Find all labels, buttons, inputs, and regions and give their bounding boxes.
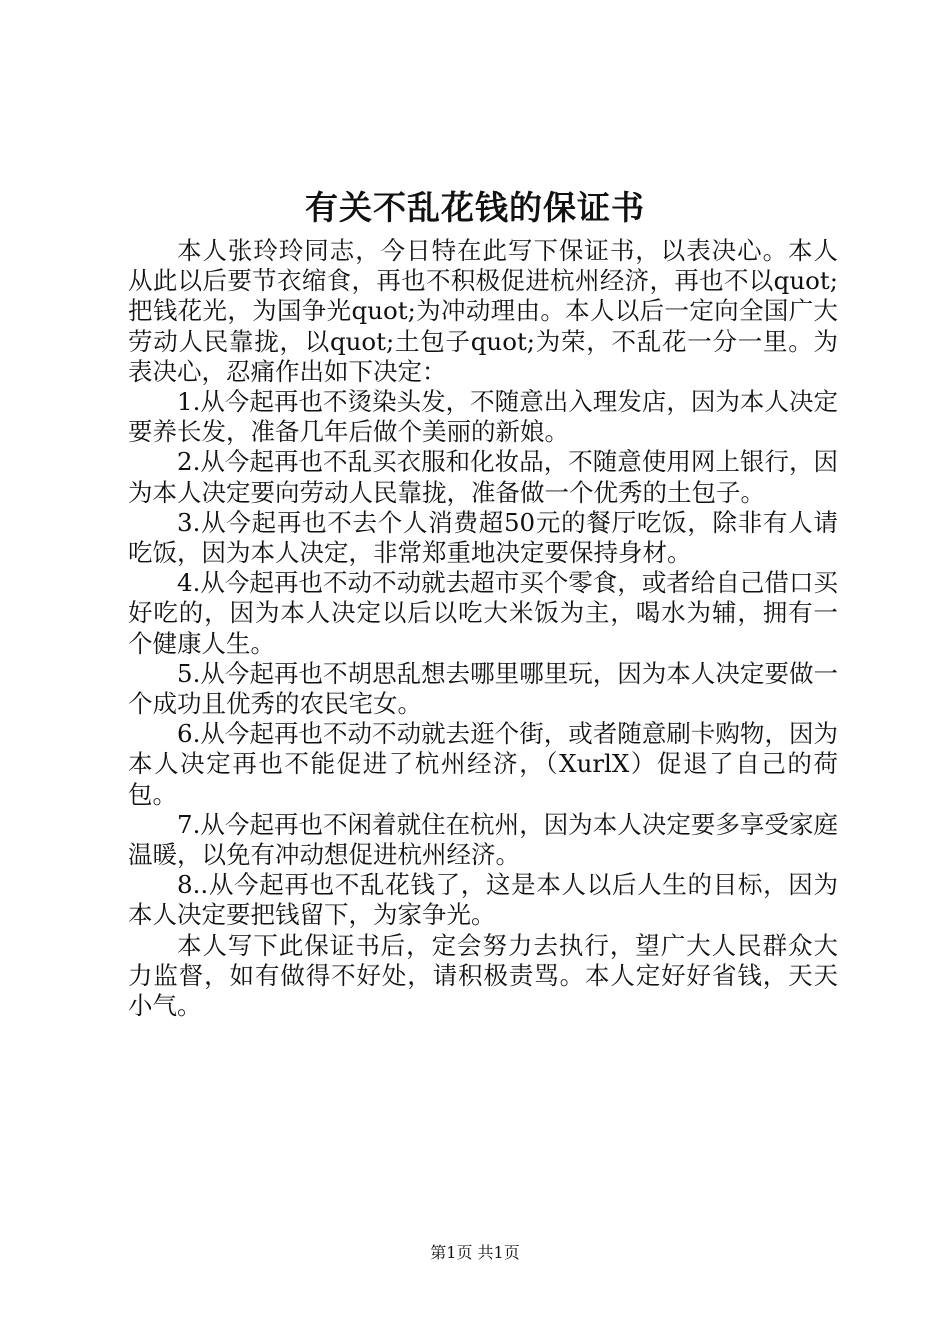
- pledge-item-1: 1.从今起再也不烫染头发，不随意出入理发店，因为本人决定要养长发，准备几年后做个美丽的新娘。: [128, 387, 838, 447]
- page-footer: 第1页 共1页: [430, 1243, 520, 1262]
- pledge-item-7: 7.从今起再也不闲着就住在杭州，因为本人决定要多享受家庭温暖，以免有冲动想促进杭州经济。: [128, 809, 838, 870]
- pledge-item-5: 5.从今起再也不胡思乱想去哪里哪里玩，因为本人决定要做一个成功且优秀的农民宅女。: [128, 658, 838, 719]
- pledge-item-4: 4.从今起再也不动不动就去超市买个零食，或者给自己借口买好吃的，因为本人决定以后以吃大米饭为主，喝水为辅，拥有一个健康人生。: [128, 568, 838, 658]
- closing-paragraph: 本人写下此保证书后，定会努力去执行，望广大人民群众大力监督，如有做得不好处，请积极责骂。本人定好好省钱，天天小气。: [128, 930, 838, 1021]
- pledge-item-6: 6.从今起再也不动不动就去逛个街，或者随意刷卡购物，因为本人决定再也不能促进了杭州经济，（XurlX）促退了自己的荷包。: [128, 719, 838, 809]
- document-body: [128, 236, 838, 1021]
- intro-paragraph: 本人张玲玲同志，今日特在此写下保证书，以表决心。本人从此以后要节衣缩食，再也不积极促进杭州经济，再也不以quot;把钱花光，为国争光quot;为冲动理由。本人以后一定向全国广大劳动人民靠拢，以quot;土包子quot;为荣，不乱花一分一里。为表决心，忍痛作出如下决定：: [128, 236, 838, 386]
- pledge-item-3: 3.从今起再也不去个人消费超50元的餐厅吃饭，除非有人请吃饭，因为本人决定，非常郑重地决定要保持身材。: [128, 507, 838, 568]
- pledge-item-8: 8..从今起再也不乱花钱了，这是本人以后人生的目标，因为本人决定要把钱留下，为家争光。: [128, 870, 838, 930]
- document-title: 有关不乱花钱的保证书: [305, 188, 645, 227]
- pledge-item-2: 2.从今起再也不乱买衣服和化妆品，不随意使用网上银行，因为本人决定要向劳动人民靠拢，准备做一个优秀的土包子。: [128, 447, 838, 507]
